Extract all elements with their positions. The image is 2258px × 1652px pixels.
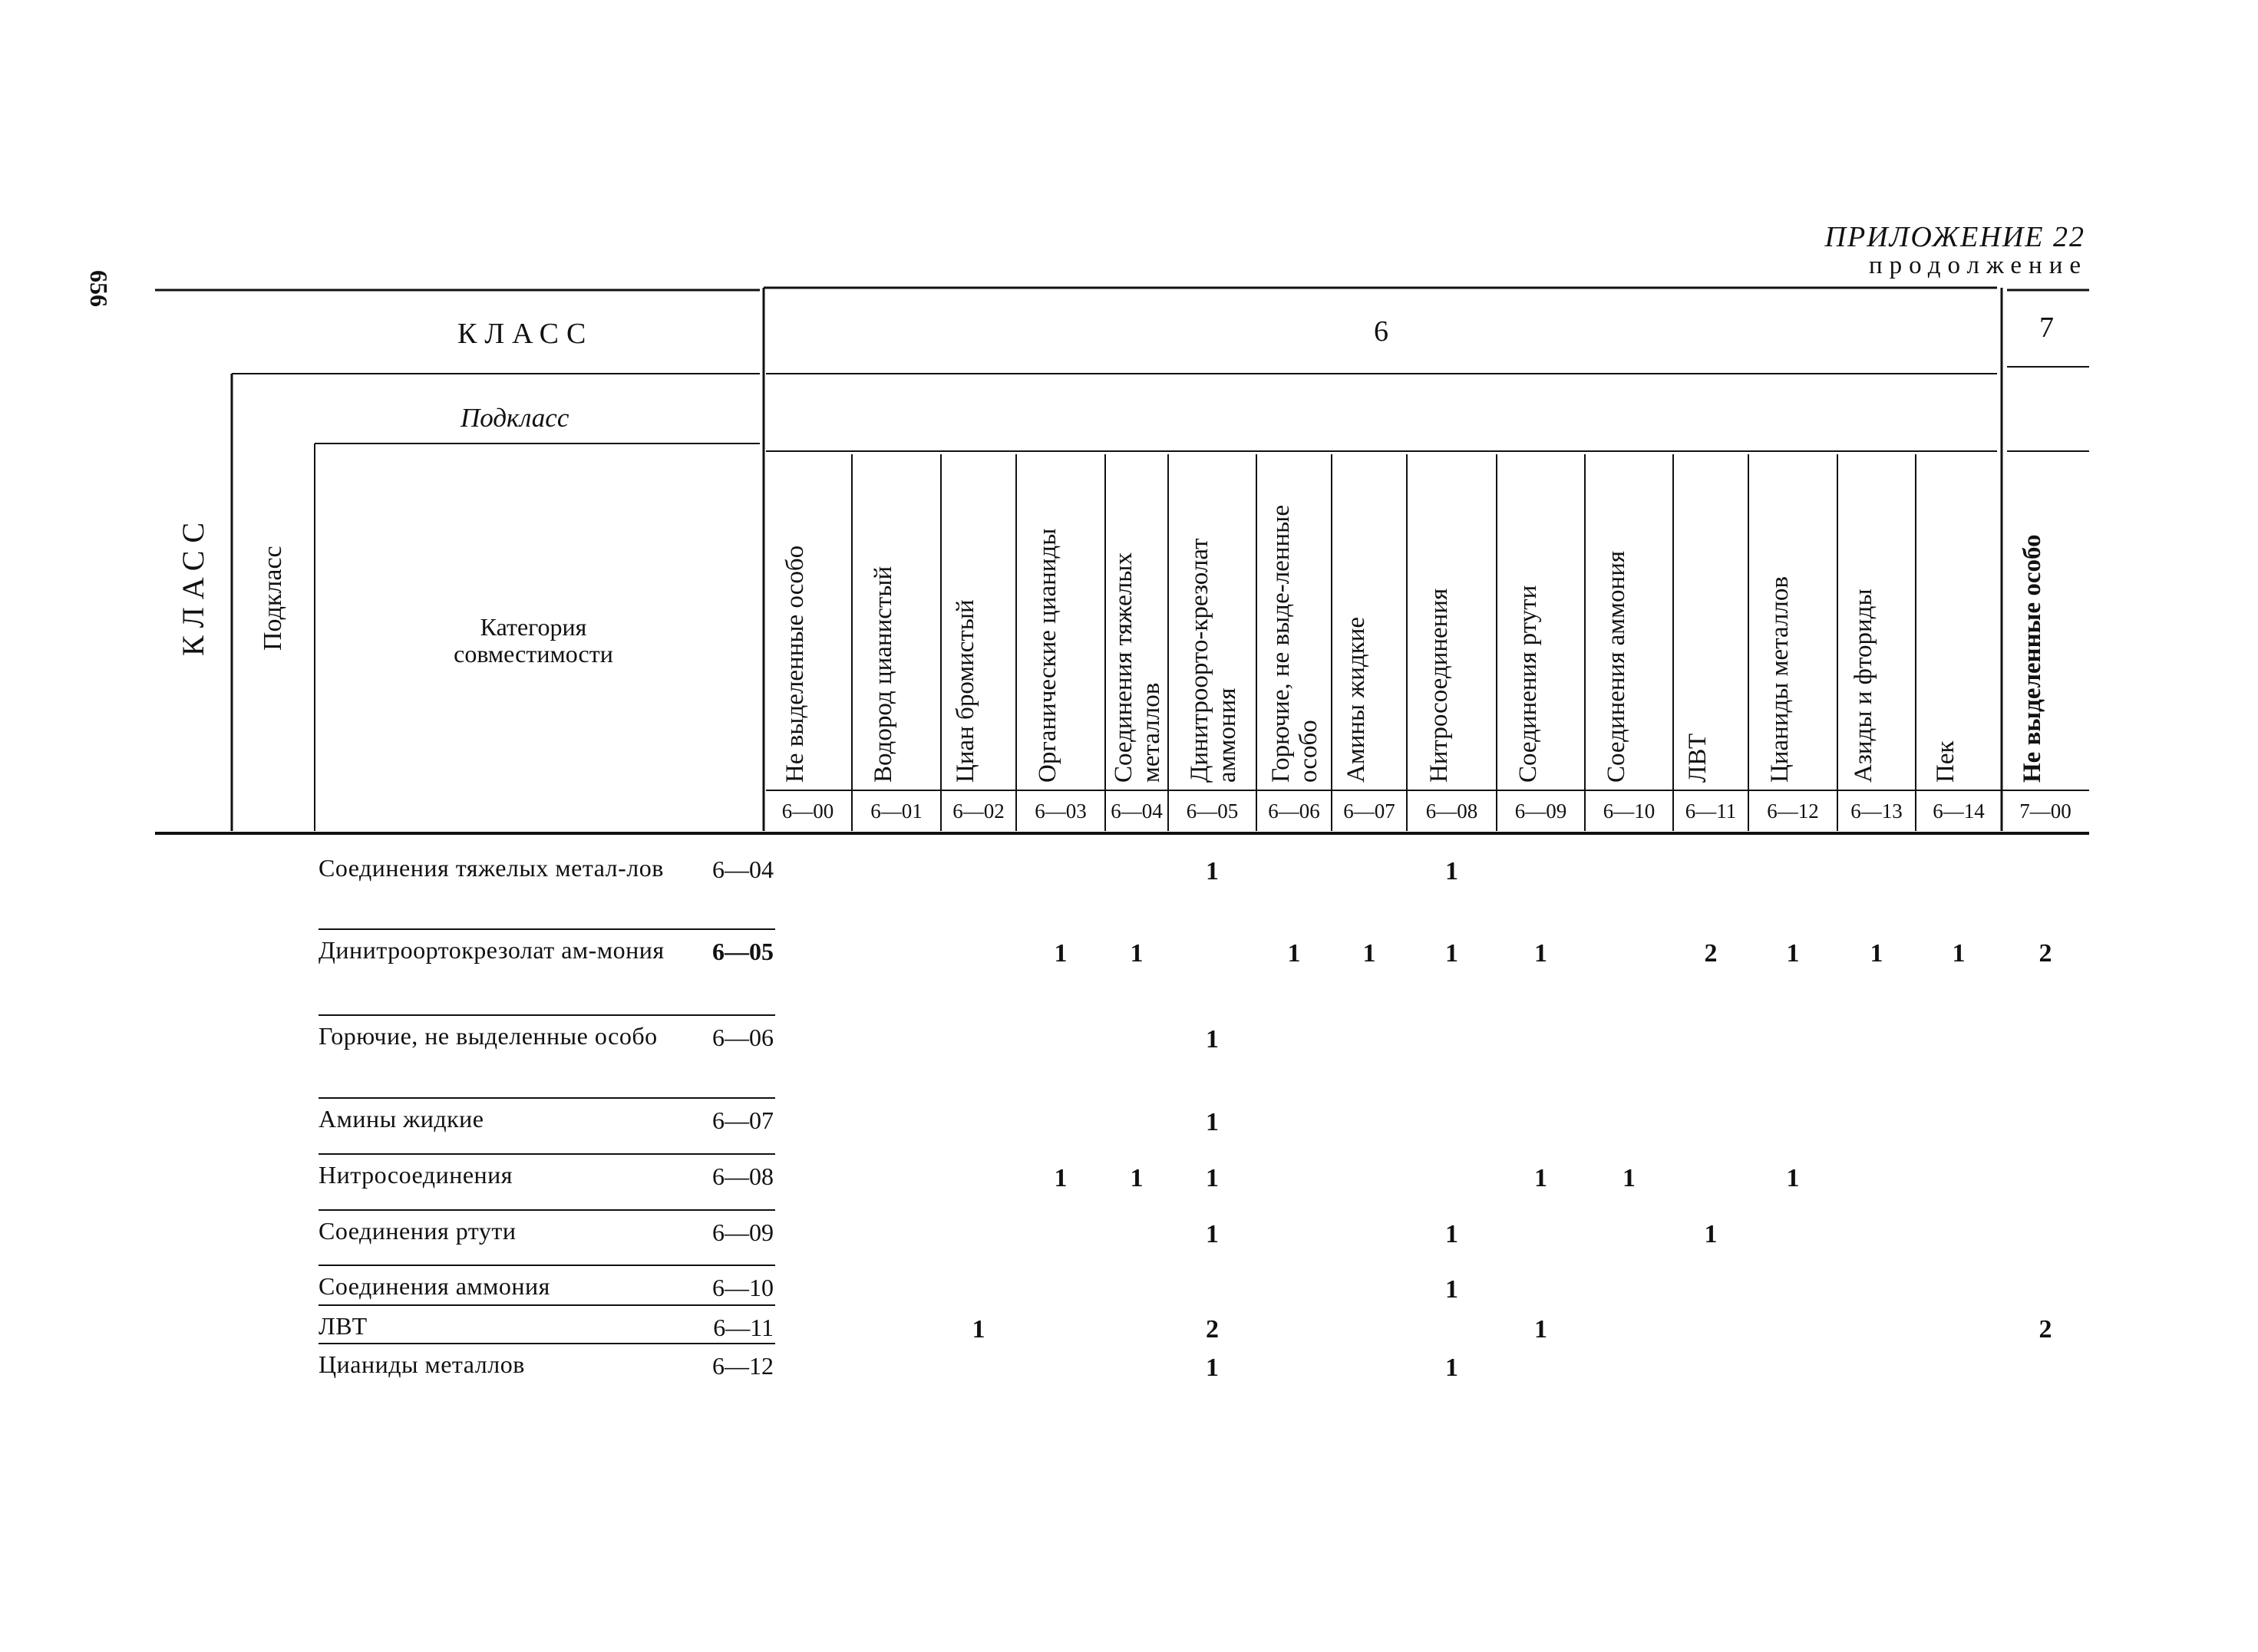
- column-header-name: Амины жидкие: [1342, 616, 1370, 783]
- table-cell: 1: [1786, 939, 1800, 968]
- table-cell: 1: [1445, 939, 1458, 968]
- column-header-name: Циан бромистый: [952, 599, 979, 783]
- column-header-name: Цианиды металлов: [1766, 576, 1794, 783]
- table-cell: 1: [1534, 1315, 1547, 1344]
- row-code: 6—11: [713, 1314, 774, 1341]
- row-label: ЛВТ: [319, 1312, 368, 1340]
- class-6-header: 6: [1374, 315, 1388, 348]
- table-cell: 1: [1362, 939, 1376, 968]
- column-header-code: 6—03: [1035, 800, 1087, 823]
- column-header-code: 6—14: [1933, 800, 1985, 823]
- row-label: Соединения ртути: [319, 1217, 517, 1245]
- side-podklass-label: Подкласс: [259, 546, 287, 651]
- column-header-code: 6—10: [1603, 800, 1656, 823]
- row-label: Цианиды металлов: [319, 1350, 525, 1378]
- row-rule: [319, 1343, 775, 1344]
- column-header-code: 6—09: [1514, 800, 1567, 823]
- side-klass-label: КЛАСС: [176, 514, 210, 656]
- column-header-name: Соединения тяжелых металлов: [1110, 552, 1165, 783]
- table-cell: 1: [1534, 1164, 1547, 1192]
- table-cell: 1: [1054, 939, 1068, 968]
- column-header-code: 6—13: [1850, 800, 1903, 823]
- table-cell: 1: [1206, 1108, 1219, 1136]
- table-cell: 1: [1206, 1025, 1219, 1054]
- row-rule: [319, 928, 775, 930]
- row-rule: [319, 1304, 775, 1306]
- column-header-code: 6—02: [952, 800, 1005, 823]
- column-header-name: Соединения аммония: [1602, 550, 1630, 783]
- column-header-code: 6—00: [781, 800, 834, 823]
- row-label: Горючие, не выделенные особо: [319, 1022, 658, 1050]
- table-cell: 1: [1445, 1275, 1458, 1304]
- row-label: Динитроортокрезолат ам-мония: [319, 936, 665, 964]
- table-cell: 1: [972, 1315, 985, 1344]
- row-label: Соединения аммония: [319, 1272, 550, 1300]
- row-rule: [319, 1014, 775, 1016]
- row-label: Соединения тяжелых метал-лов: [319, 854, 664, 882]
- column-header-name: ЛВТ: [1684, 733, 1712, 783]
- row-rule: [319, 1153, 775, 1155]
- column-header-code: 6—04: [1111, 800, 1163, 823]
- table-cell: 1: [1206, 1354, 1219, 1382]
- table-cell: 1: [1206, 857, 1219, 885]
- table-cell: 1: [1206, 1164, 1219, 1192]
- column-header-code: 7—00: [2019, 800, 2071, 823]
- column-header-name: Нитросоединения: [1424, 588, 1453, 783]
- row-code: 6—09: [712, 1218, 774, 1246]
- row-code: 6—04: [712, 856, 774, 883]
- table-cell: 1: [1130, 939, 1144, 968]
- row-code: 6—10: [712, 1274, 774, 1301]
- table-cell: 1: [1445, 1354, 1458, 1382]
- table-cell: 2: [1206, 1315, 1219, 1344]
- row-code: 6—12: [712, 1352, 774, 1380]
- table-cell: 1: [1623, 1164, 1636, 1192]
- column-header-name: Динитроорто-крезолат аммония: [1185, 538, 1241, 783]
- table-cell: 1: [1704, 1220, 1718, 1248]
- table-cell: 1: [1786, 1164, 1800, 1192]
- column-header-code: 6—05: [1186, 800, 1239, 823]
- column-header-name: Пек: [1932, 740, 1959, 783]
- table-cell: 1: [1054, 1164, 1068, 1192]
- column-header-code: 6—06: [1268, 800, 1320, 823]
- podklass-header: Подкласс: [461, 403, 569, 433]
- table-cell: 1: [1445, 1220, 1458, 1248]
- column-header-name: Соединения ртути: [1514, 585, 1542, 783]
- row-code: 6—05: [712, 938, 774, 965]
- klass-header: КЛАСС: [457, 318, 594, 350]
- table-cell: 1: [1130, 1164, 1144, 1192]
- table-cell: 2: [2038, 1315, 2052, 1344]
- continuation-label: продолжение: [1868, 252, 2088, 279]
- table-cell: 1: [1287, 939, 1301, 968]
- row-rule: [319, 1209, 775, 1211]
- column-header-code: 6—12: [1767, 800, 1819, 823]
- table-cell: 1: [1870, 939, 1883, 968]
- column-header-name: Азиды и фториды: [1850, 589, 1877, 783]
- table-cell: 1: [1952, 939, 1966, 968]
- table-cell: 2: [1704, 939, 1718, 968]
- row-code: 6—06: [712, 1024, 774, 1051]
- row-code: 6—07: [712, 1106, 774, 1134]
- column-header-code: 6—07: [1343, 800, 1395, 823]
- column-header-name: Органические цианиды: [1034, 528, 1061, 783]
- column-header-code: 6—11: [1685, 800, 1737, 823]
- row-label: Нитросоединения: [319, 1161, 513, 1189]
- column-header-name: Не выделенные особо: [2019, 534, 2046, 783]
- column-header-name: Горючие, не выде-ленные особо: [1267, 505, 1322, 783]
- table-cell: 1: [1534, 939, 1547, 968]
- column-header-name: Водород цианистый: [870, 566, 897, 783]
- class-7-header: 7: [2039, 312, 2054, 344]
- page-number: 656: [85, 270, 113, 307]
- table-cell: 2: [2038, 939, 2052, 968]
- category-header: Категория совместимости: [454, 613, 613, 668]
- column-header-code: 6—01: [870, 800, 923, 823]
- table-cell: 1: [1445, 857, 1458, 885]
- column-header-name: Не выделенные особо: [781, 545, 809, 783]
- appendix-title: ПРИЛОЖЕНИЕ 22: [1824, 221, 2085, 253]
- row-rule: [319, 1265, 775, 1266]
- row-label: Амины жидкие: [319, 1105, 484, 1133]
- row-rule: [319, 1097, 775, 1099]
- table-cell: 1: [1206, 1220, 1219, 1248]
- row-code: 6—08: [712, 1162, 774, 1190]
- column-header-code: 6—08: [1425, 800, 1478, 823]
